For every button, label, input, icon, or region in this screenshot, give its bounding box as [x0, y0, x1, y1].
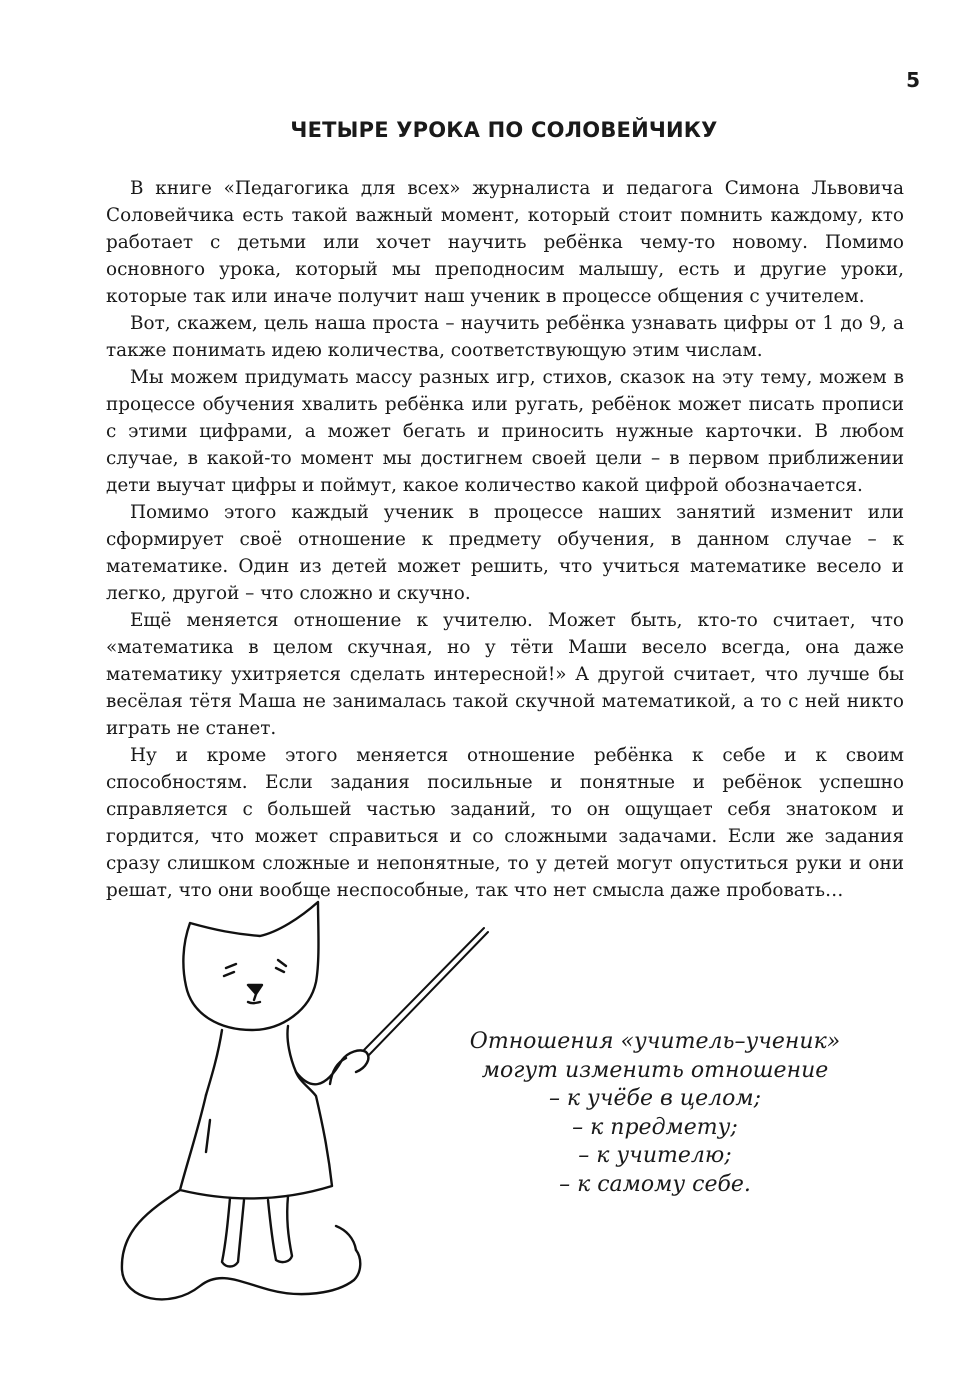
cat-tail — [122, 1190, 360, 1299]
chapter-title: ЧЕТЫРЕ УРОКА ПО СОЛОВЕЙЧИКУ — [290, 118, 718, 142]
cat-arm — [296, 1050, 368, 1084]
quote-line: могут изменить отношение — [481, 1057, 829, 1083]
cat-right-leg — [268, 1196, 292, 1262]
body-text — [106, 175, 904, 904]
quote-line: – к предмету; — [572, 1114, 738, 1140]
cat-paw — [336, 1226, 356, 1250]
paragraph: Ещё меняется отношение к учителю. Может быть, кто-то считает, что «математика в целом скучная, но у тёти Маши весело всегда, она даже математику ухитряется сделать интересной!» А другой считает, что лучше бы весёлая тётя Маша не занималась такой скучной математикой, а то с ней никто играть не станет. — [106, 610, 904, 739]
quote-line: – к учёбе в целом; — [548, 1086, 762, 1111]
paragraph: Помимо этого каждый ученик в процессе наших занятий изменит или сформирует своё отношение к предмету обучения, в данном случае – к математике. Один из детей может решить, что учиться математике весело и легко, другой – что сложно и скучно. — [106, 502, 904, 604]
paragraph: Мы можем придумать массу разных игр, стихов, сказок на эту тему, можем в процессе обучения хвалить ребёнка или ругать, ребёнок может писать прописи с этими цифрами, а может бегать и приносить нужные карточки. В любом случае, в какой-то момент мы достигнем своей цели – в первом приближении дети выучат цифры и поймут, какое количество какой цифрой обозначается. — [106, 367, 904, 496]
cat-head-outline — [183, 902, 318, 1030]
cat-left-leg — [222, 1198, 244, 1267]
quote-line: Отношения «учитель–ученик» — [469, 1029, 841, 1054]
dress-fold — [206, 1120, 210, 1152]
quote-line: – к учителю; — [578, 1143, 732, 1168]
cat-right-eye — [276, 960, 286, 972]
paragraph: Ну и кроме этого меняется отношение ребёнка к себе и к своим способностям. Если задания посильные и понятные и ребёнок успешно справляется с большей частью заданий, то он ощущает себя знатоком и гордится, что может справиться и со сложными задачами. Если же задания сразу слишком сложные и непонятные, то у детей могут опуститься руки и они решат, что они вообще неспособные, так что нет смысла даже пробовать… — [106, 745, 904, 901]
quote-block — [440, 1028, 870, 1199]
cat-dress — [180, 1072, 332, 1199]
paragraph: В книге «Педагогика для всех» журналиста и педагога Симона Львовича Соловейчика есть такой важный момент, который стоит помнить каждому, кто работает с детьми или хочет научить ребёнка чему-то новому. Помимо основного урока, который мы преподносим малышу, есть и другие уроки, которые так или иначе получит наш ученик в процессе общения с учителем. — [106, 178, 904, 307]
quote-line: – к самому себе. — [559, 1171, 751, 1197]
cat-mouth — [248, 994, 260, 1003]
paragraph: Вот, скажем, цель наша проста – научить ребёнка узнавать цифры от 1 до 9, а также понимать идею количества, соответствующую этим числам. — [106, 313, 904, 361]
cat-left-eye — [224, 964, 236, 976]
cat-nose — [248, 985, 262, 994]
cat-neck — [206, 1026, 296, 1095]
page-number: 5 — [906, 68, 920, 92]
